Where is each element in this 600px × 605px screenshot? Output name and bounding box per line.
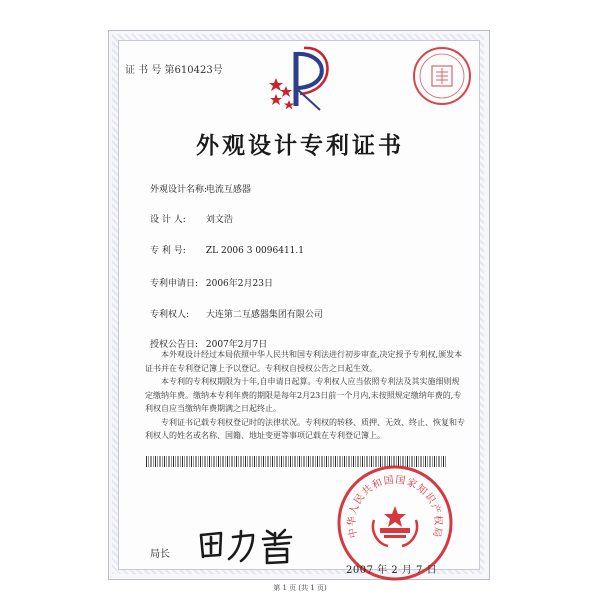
director-label: 局长 (150, 549, 170, 560)
body-paragraph-term: 本专利的专利权期限为十年,自申请日起算。专利权人应当依照专利法及其实施细则规定缴纳年费。缴纳本专利年费的期限是每年2月23日前一个月内,未按照规定缴纳年费的,专利权自应当缴纳年费期满之日起终止。 (145, 377, 462, 413)
page-number: 第 1 页 (共 1 页) (273, 584, 327, 592)
patentee-value: 大连第二互感器集团有限公司 (205, 310, 323, 320)
field-filing-date (150, 276, 273, 289)
design-name-value: 电流互感器 (205, 185, 251, 195)
field-patentee (150, 307, 323, 320)
body-paragraph-grant: 本外观设计经过本局依照中华人民共和国专利法进行初步审查,决定授予专利权,颁发本证书并在专利登记簿上予以登记。专利权自授权公告之日起生效。 (145, 350, 463, 373)
patentee-label: 专利权人: (150, 310, 190, 320)
corner-seal-stamp (410, 44, 474, 108)
designer-value: 刘文浩 (205, 215, 233, 225)
issue-date: 2007 年 2 月 7 日 (346, 565, 438, 576)
filing-date-value: 2006年2月23日 (205, 279, 273, 289)
announcement-date-value: 2007年2月7日 (205, 340, 268, 350)
certificate-title: 外观设计专利证书 (196, 132, 404, 159)
body-paragraph-legal-status: 专利证书记载专利权登记时的法律状况。专利权的转移、质押、无效、终止、恢复和专利权人的姓名或名称、国籍、地址变更等事项记载在专利登记簿上。 (145, 417, 465, 440)
field-design-name (150, 182, 251, 195)
field-patent-number (150, 243, 304, 256)
certificate-number: 证 书 号 第610423号 (125, 65, 223, 76)
certificate-body (145, 348, 465, 443)
patent-number-value: ZL 2006 3 0096411.1 (205, 246, 304, 256)
design-name-label: 外观设计名称: (150, 185, 208, 195)
patent-number-label: 专 利 号: (150, 246, 186, 256)
patent-office-logo (266, 44, 338, 114)
director-signature (195, 525, 305, 567)
seal-text: 中华人民共和国国家知识产权局 (346, 474, 444, 539)
field-designer (150, 212, 233, 225)
designer-label: 设 计 人: (150, 215, 186, 225)
filing-date-label: 专利申请日: (150, 279, 199, 289)
announcement-date-label: 授权公告日: (150, 340, 199, 350)
